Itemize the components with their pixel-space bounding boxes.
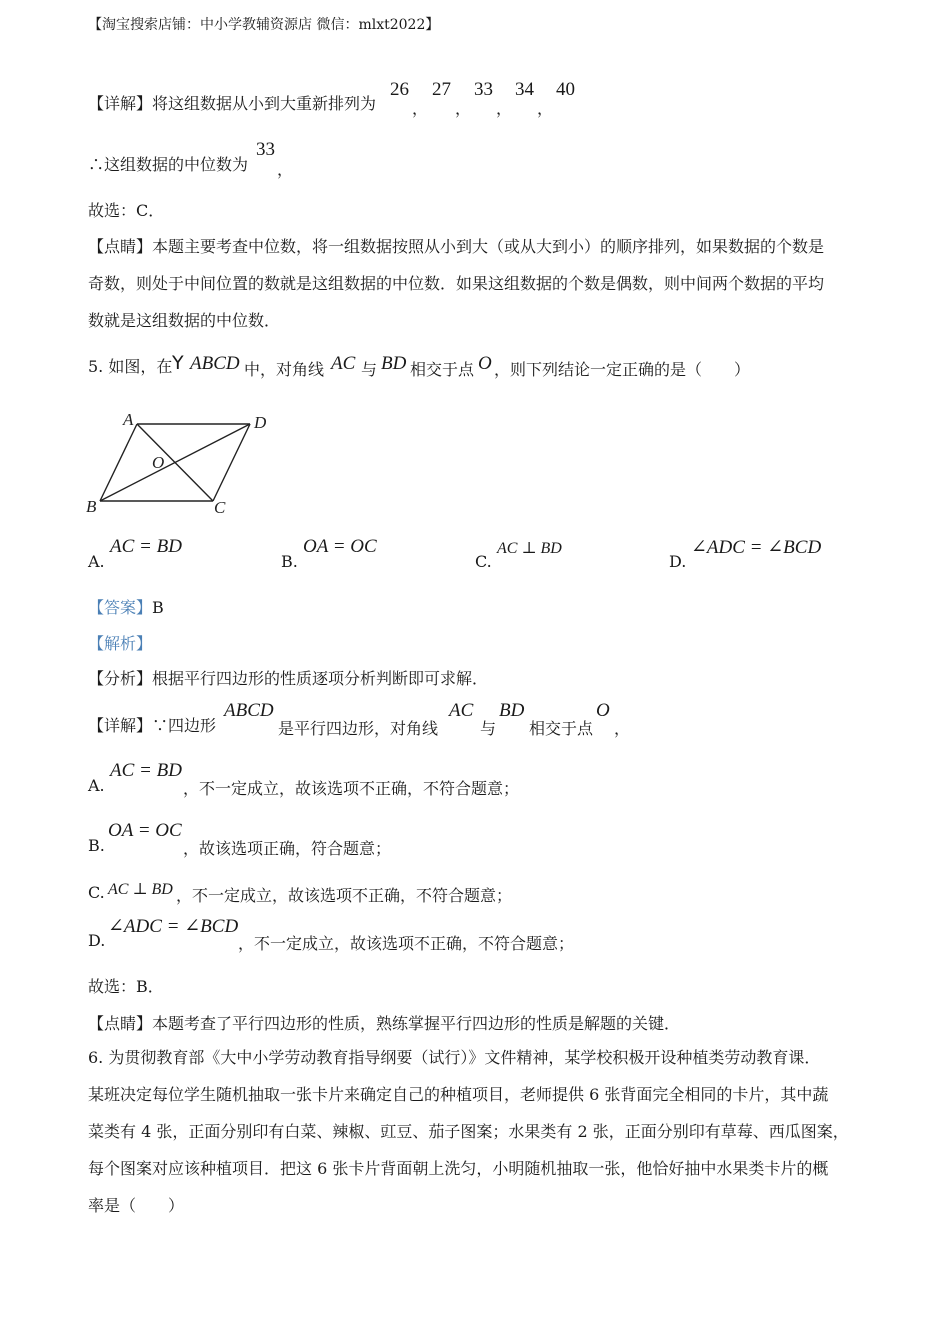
parallelogram-symbol: Y [172,352,184,374]
parallelogram-lines [100,424,250,501]
q6-line: 6. 为贯彻教育部《大中小学劳动教育指导纲要（试行）》文件精神，某学校积极开设种植类劳动教育课． [88,1048,821,1067]
step-expr: AC = BD [110,760,182,781]
comma: ， [537,99,554,118]
sorted-value: 27 [432,79,451,100]
step-text: ，不一定成立，故该选项不正确，不符合题意； [183,779,520,798]
comma: ， [412,99,429,118]
q5-stem-text: ，则下列结论一定正确的是（ ） [494,360,751,379]
q5-o: O [478,353,492,374]
q4-detail-prefix: 【详解】将这组数据从小到大重新排列为 [88,94,377,113]
point-label-o: O [152,453,165,472]
detail-bd: BD [499,700,525,721]
q6-line: 菜类有 4 张，正面分别印有白菜、辣椒、豇豆、茄子图案；水果类有 2 张，正面分别印有草莓、西瓜图案， [88,1122,849,1141]
step-text: ，不一定成立，故该选项不正确，不符合题意； [238,934,575,953]
step-letter: C. [88,883,105,902]
q5-bd: BD [381,353,407,374]
q5-stem-prefix: 5. 如图，在 [88,357,173,376]
vertex-label-c: C [214,498,226,517]
analysis-text: 【分析】根据平行四边形的性质逐项分析判断即可求解． [88,669,489,688]
q6-line: 率是（ ） [88,1196,185,1215]
comma: ， [496,99,513,118]
comma: ， [277,160,294,179]
option-letter: C. [475,552,492,571]
q6-line: 每个图案对应该种植项目．把这 6 张卡片背面朝上洗匀，小明随机抽取一张，他恰好抽中水果类卡片的概 [88,1159,829,1178]
step-expr: ∠ADC = ∠BCD [108,916,239,937]
vertex-label-d: D [254,413,267,432]
vertex-label-b: B [86,497,97,516]
detail-prefix: 【详解】∵四边形 [88,716,217,735]
option-letter: D. [669,552,687,571]
step-letter: D. [88,931,106,950]
sorted-value: 33 [474,79,493,100]
option-letter: B. [281,552,298,571]
answer-value: B [152,598,164,617]
q4-comment-line: 奇数，则处于中间位置的数就是这组数据的中位数．如果这组数据的个数是偶数，则中间两个数据的平均 [88,274,825,293]
option-expr: AC = BD [110,536,182,557]
step-expr: OA = OC [108,820,182,841]
side-ba [100,424,137,501]
analysis-tag: 【解析】 [88,634,153,653]
sorted-value: 34 [515,79,534,100]
median-value: 33 [256,139,275,160]
side-dc [213,424,250,501]
option-expr: AC ⊥ BD [497,540,562,557]
step-text: ，故该选项正确，符合题意； [183,839,392,858]
option-expr: OA = OC [303,536,377,557]
detail-abcd: ABCD [224,700,274,721]
option-letter: A. [88,552,105,571]
detail-text: 相交于点 [529,719,594,738]
detail-ac: AC [449,700,474,721]
vertex-label-a: A [123,410,134,429]
comma: ， [455,99,472,118]
detail-text: 与 [480,719,497,738]
sorted-value: 40 [556,79,575,100]
q5-stem-text: 中，对角线 [244,360,325,379]
parallelogram-figure [80,405,280,520]
diagonal-bd [100,424,250,501]
detail-text: 是平行四边形，对角线 [278,719,439,738]
step-letter: B. [88,836,105,855]
q5-abcd: ABCD [190,353,240,374]
q5-stem-text: 相交于点 [410,360,475,379]
q4-median-prefix: ∴这组数据的中位数为 [88,155,249,174]
q5-comment: 【点睛】本题考查了平行四边形的性质，熟练掌握平行四边形的性质是解题的关键． [88,1014,681,1033]
detail-o: O [596,700,610,721]
sorted-value: 26 [390,79,409,100]
q4-comment-line: 【点睛】本题主要考查中位数，将一组数据按照从小到大（或从大到小）的顺序排列，如果数据的个数是 [88,237,825,256]
q4-comment-line: 数就是这组数据的中位数． [88,311,281,330]
q5-stem-text: 与 [361,360,378,379]
page-header: 【淘宝搜索店铺：中小学教辅资源店 微信：mlxt2022】 [88,17,440,33]
option-expr: ∠ADC = ∠BCD [691,537,822,558]
detail-text: ， [614,719,631,738]
step-expr: AC ⊥ BD [108,881,173,898]
step-text: ，不一定成立，故该选项不正确，不符合题意； [176,886,513,905]
q5-choose: 故选：B． [88,977,164,996]
q6-line: 某班决定每位学生随机抽取一张卡片来确定自己的种植项目，老师提供 6 张背面完全相同的卡片，其中蔬 [88,1085,829,1104]
q4-choose: 故选：C． [88,201,165,220]
q5-ac: AC [331,353,356,374]
step-letter: A. [88,776,105,795]
answer-tag: 【答案】 [88,598,153,617]
